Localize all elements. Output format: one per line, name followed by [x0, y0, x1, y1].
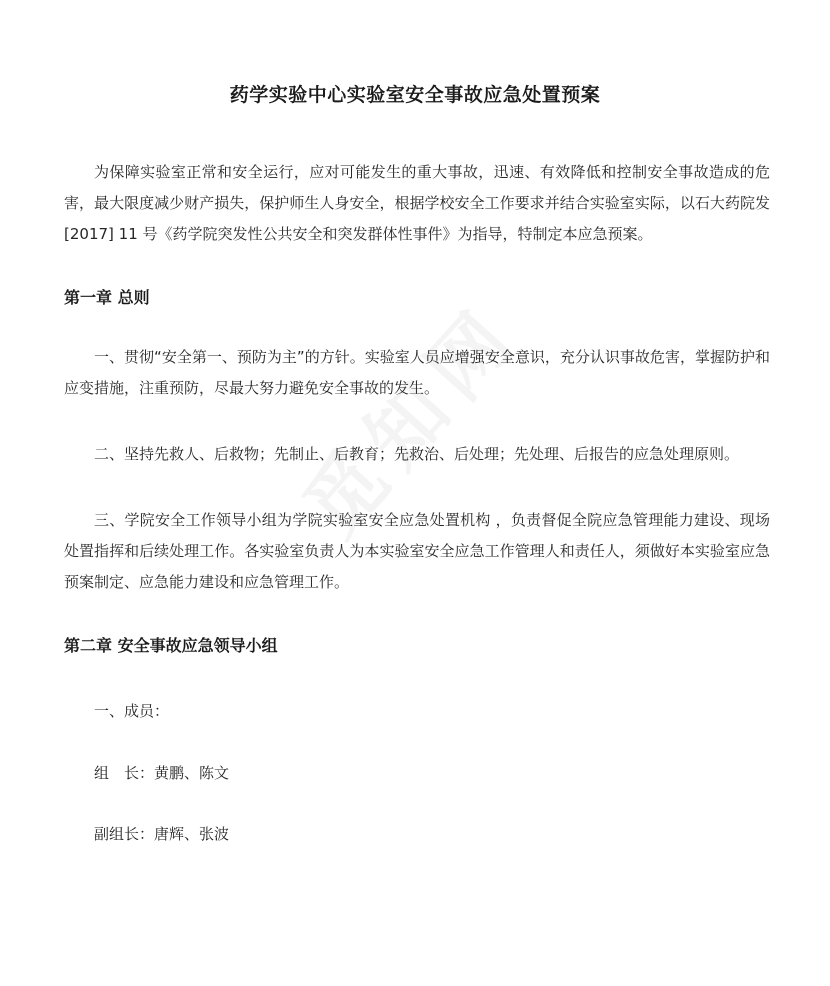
document-title: 药学实验中心实验室安全事故应急处置预案	[229, 84, 601, 106]
chapter-1-item-1: 一、贯彻“安全第一、预防为主”的方针。实验室人员应增强安全意识，充分认识事故危害，掌握防护和应变措施，注重预防，尽最大努力避免安全事故的发生。	[64, 348, 770, 397]
group-leader: 组 长：黄鹏、陈文	[94, 764, 230, 782]
chapter-1-item-2: 二、坚持先救人、后救物；先制止、后教育；先救治、后处理；先处理、后报告的应急处理原则。	[94, 445, 740, 463]
chapter-1-heading: 第一章 总则	[64, 288, 150, 307]
intro-paragraph: 为保障实验室正常和安全运行，应对可能发生的重大事故，迅速、有效降低和控制安全事故造成的危害，最大限度减少财产损失，保护师生人身安全，根据学校安全工作要求并结合实验室实际，以石大药院发[2017] 11 号《药学院突发性公共安全和突发群体性事件》为指导，特制定本应急预案。	[64, 163, 770, 243]
chapter-1-item-3: 三、学院安全工作领导小组为学院实验室安全应急处置机构 ，负责督促全院应急管理能力建设、现场处置指挥和后续处理工作。各实验室负责人为本实验室安全应急工作管理人和责任人，须做好本实验室应急预案制定、应急能力建设和应急管理工作。	[64, 511, 770, 591]
chapter-2-heading: 第二章 安全事故应急领导小组	[64, 636, 278, 655]
members-label: 一、成员：	[94, 702, 170, 720]
deputy-group-leader: 副组长：唐辉、张波	[94, 825, 230, 843]
